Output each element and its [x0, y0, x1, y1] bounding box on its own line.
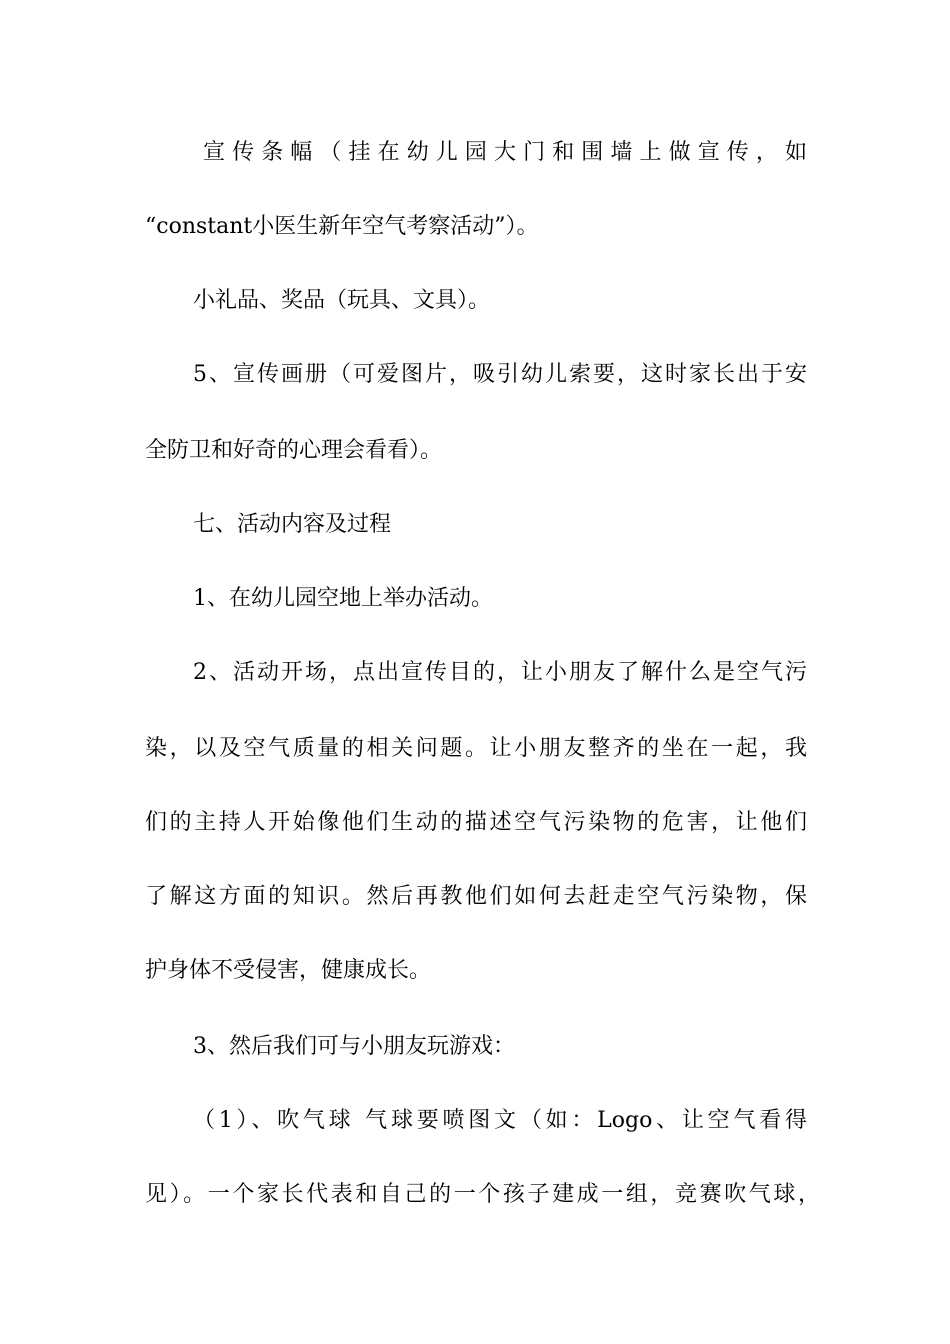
paragraph-line: 全防卫和好奇的心理会看看）。 [145, 438, 443, 463]
paragraph-line: 了解这方面的知识。然后再教他们如何去赶走空气污染物，保 [145, 884, 807, 909]
paragraph-line: 护身体不受侵害，健康成长。 [145, 958, 432, 983]
paragraph-line: 们的主持人开始像他们生动的描述空气污染物的危害，让他们 [145, 810, 807, 835]
paragraph-line: “constant小医生新年空气考察活动”）。 [145, 214, 539, 239]
paragraph-line: 小礼品、奖品（玩具、文具）。 [193, 288, 491, 313]
section-heading: 七、活动内容及过程 [193, 512, 392, 537]
paragraph-line: 1、在幼儿园空地上举办活动。 [193, 586, 493, 611]
paragraph-line: （1）、吹气球 气球要喷图文（如：Logo、让空气看得 [193, 1108, 807, 1133]
paragraph-line: 3、然后我们可与小朋友玩游戏： [193, 1034, 515, 1059]
paragraph-line: 宣传条幅（挂在幼儿园大门和围墙上做宣传，如 [203, 140, 807, 165]
paragraph-line: 见）。一个家长代表和自己的一个孩子建成一组，竞赛吹气球， [145, 1182, 820, 1207]
paragraph-line: 2、活动开场，点出宣传目的，让小朋友了解什么是空气污 [193, 660, 807, 685]
paragraph-line: 染，以及空气质量的相关问题。让小朋友整齐的坐在一起，我 [145, 736, 807, 761]
paragraph-line: 5、宣传画册（可爱图片，吸引幼儿索要，这时家长出于安 [193, 362, 807, 387]
